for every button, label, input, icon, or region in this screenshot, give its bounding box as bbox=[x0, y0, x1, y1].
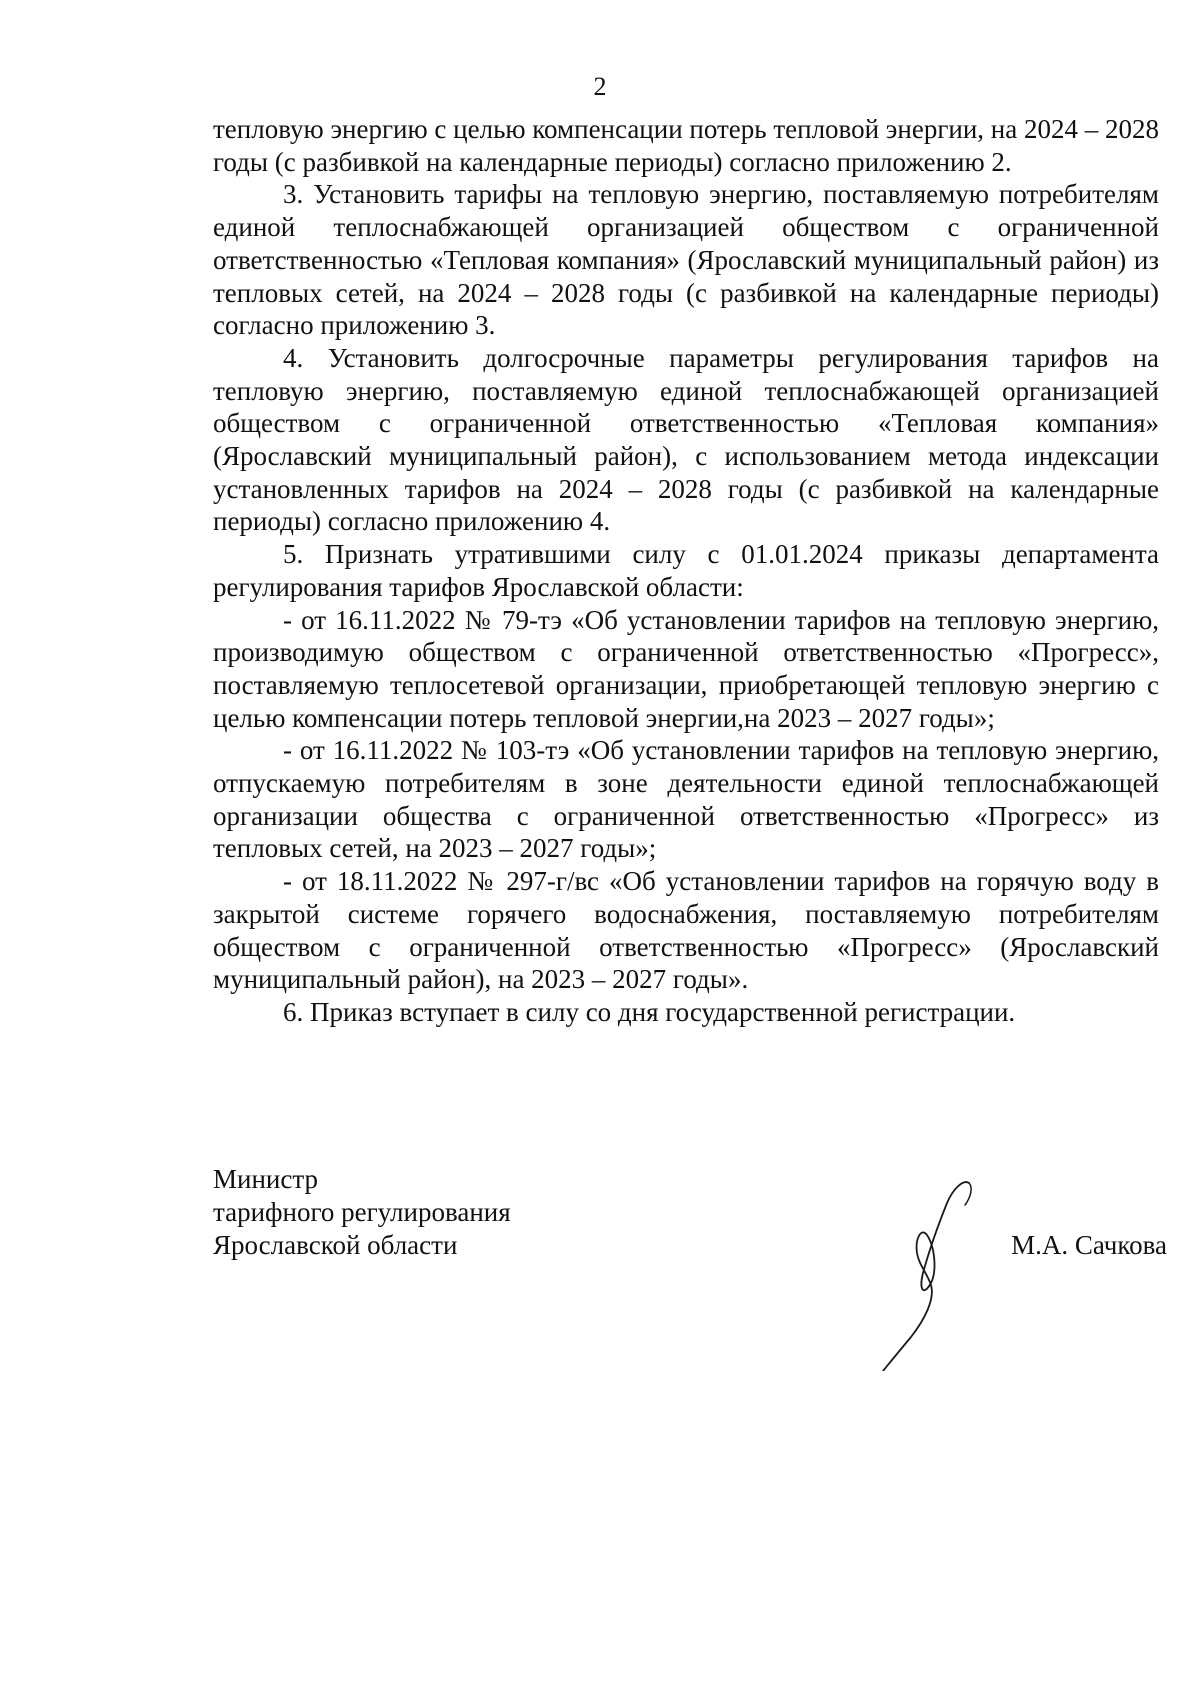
signer-title-line: тарифного регулирования bbox=[213, 1197, 511, 1227]
signer-title bbox=[213, 1163, 511, 1262]
page-number: 2 bbox=[593, 72, 607, 101]
repealed-order-297: - от 18.11.2022 № 297-г/вс «Об установлении тарифов на горячую воду в закрытой системе горячего водоснабжения, поставляемую потребителям обществом с ограниченной ответственностью «Прогресс» (Ярославский муниципальный район), на 2023 – 2027 годы». bbox=[213, 866, 1159, 995]
repealed-order-79: - от 16.11.2022 № 79-тэ «Об установлении тарифов на тепловую энергию, производимую обществом с ограниченной ответственностью «Прогресс», поставляемую теплосетевой организации, приобретающей тепловую энергию с целью компенсации потерь тепловой энергии,на 2023 – 2027 годы»; bbox=[213, 604, 1159, 733]
signer-name: М.А. Сачкова bbox=[1011, 1230, 1167, 1260]
paragraph-item-6: 6. Приказ вступает в силу со дня государственной регистрации. bbox=[283, 996, 1016, 1027]
handwritten-signature bbox=[873, 1181, 983, 1371]
signer-title-line: Министр bbox=[213, 1164, 318, 1194]
signature-block bbox=[213, 1163, 1167, 1363]
document-body bbox=[213, 113, 1159, 1029]
paragraph-item-4: 4. Установить долгосрочные параметры регулирования тарифов на тепловую энергию, поставляемую единой теплоснабжающей организацией обществом с ограниченной ответственностью «Тепловая компания» (Ярославский муниципальный район), с использованием метода индексации установленных тарифов на 2024 – 2028 годы (с разбивкой на календарные периоды) согласно приложению 4. bbox=[213, 342, 1159, 537]
repealed-order-103: - от 16.11.2022 № 103-тэ «Об установлении тарифов на тепловую энергию, отпускаемую потребителям в зоне деятельности единой теплоснабжающей организации общества с ограниченной ответственностью «Прогресс» из тепловых сетей, на 2023 – 2027 годы»; bbox=[213, 735, 1159, 864]
paragraph-item-3: 3. Установить тарифы на тепловую энергию, поставляемую потребителям единой теплоснабжающей организацией обществом с ограниченной ответственностью «Тепловая компания» (Ярославский муниципальный район) из тепловых сетей, на 2024 – 2028 годы (с разбивкой на календарные периоды) согласно приложению 3. bbox=[213, 179, 1159, 341]
signer-title-line: Ярославской области bbox=[213, 1230, 458, 1260]
paragraph-item-5: 5. Признать утратившими силу с 01.01.2024 приказы департамента регулирования тарифов Ярославской области: bbox=[213, 539, 1159, 602]
paragraph-continuation: тепловую энергию с целью компенсации потерь тепловой энергии, на 2024 – 2028 годы (с разбивкой на календарные периоды) согласно приложению 2. bbox=[213, 114, 1159, 177]
